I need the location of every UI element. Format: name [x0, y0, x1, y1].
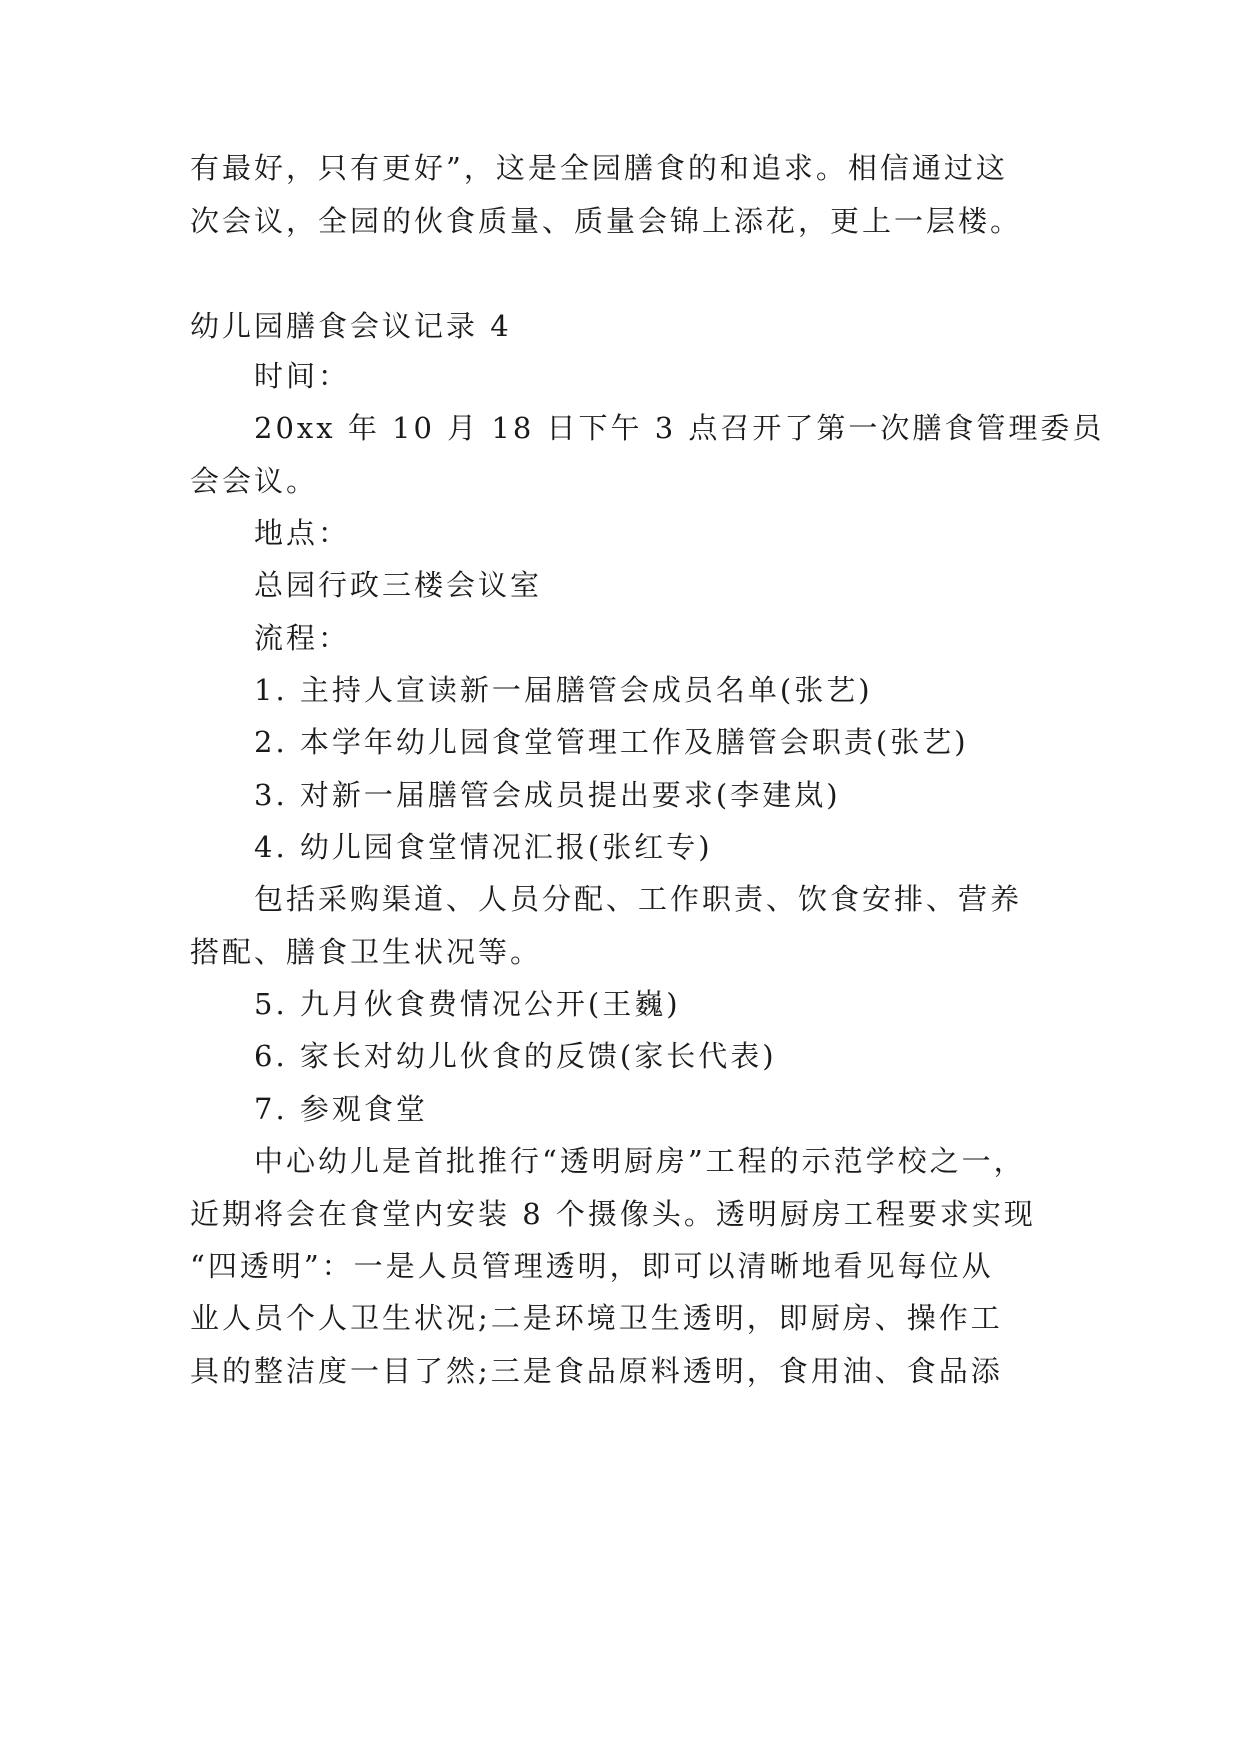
- section-title: 幼儿园膳食会议记录 4: [190, 309, 512, 343]
- process-item-2: 2. 本学年幼儿园食堂管理工作及膳管会职责(张艺): [254, 725, 969, 759]
- process-item-6: 6. 家长对幼儿伙食的反馈(家长代表): [254, 1039, 777, 1073]
- time-text-line-1: 20xx 年 10 月 18 日下午 3 点召开了第一次膳食管理委员: [254, 411, 1105, 445]
- time-text-line-2: 会会议。: [190, 464, 319, 498]
- process-item-1: 1. 主持人宣读新一届膳管会成员名单(张艺): [254, 673, 873, 707]
- item4-detail-line-1: 包括采购渠道、人员分配、工作职责、饮食安排、营养: [254, 882, 1023, 916]
- intro-line-1: 有最好，只有更好”，这是全园膳食的和追求。相信通过这: [190, 151, 1008, 185]
- closing-line-1: 中心幼儿是首批推行“透明厨房”工程的示范学校之一，: [254, 1144, 1026, 1178]
- closing-line-2: 近期将会在食堂内安装 8 个摄像头。透明厨房工程要求实现: [190, 1197, 1036, 1231]
- time-label: 时间：: [254, 359, 351, 393]
- closing-line-3: “四透明”：一是人员管理透明，即可以清晰地看见每位从: [190, 1249, 994, 1283]
- process-item-5: 5. 九月伙食费情况公开(王巍): [254, 987, 681, 1021]
- item4-detail-line-2: 搭配、膳食卫生状况等。: [190, 935, 543, 969]
- process-item-3: 3. 对新一届膳管会成员提出要求(李建岚): [254, 778, 841, 812]
- place-label: 地点：: [254, 516, 351, 550]
- process-item-7: 7. 参观食堂: [254, 1092, 428, 1126]
- process-item-4: 4. 幼儿园食堂情况汇报(张红专): [254, 830, 713, 864]
- closing-line-5: 具的整洁度一目了然;三是食品原料透明，食用油、食品添: [190, 1354, 1003, 1388]
- closing-line-4: 业人员个人卫生状况;二是环境卫生透明，即厨房、操作工: [190, 1301, 1003, 1335]
- process-label: 流程：: [254, 621, 351, 655]
- place-text: 总园行政三楼会议室: [254, 568, 543, 602]
- intro-line-2: 次会议，全园的伙食质量、质量会锦上添花，更上一层楼。: [190, 204, 1023, 238]
